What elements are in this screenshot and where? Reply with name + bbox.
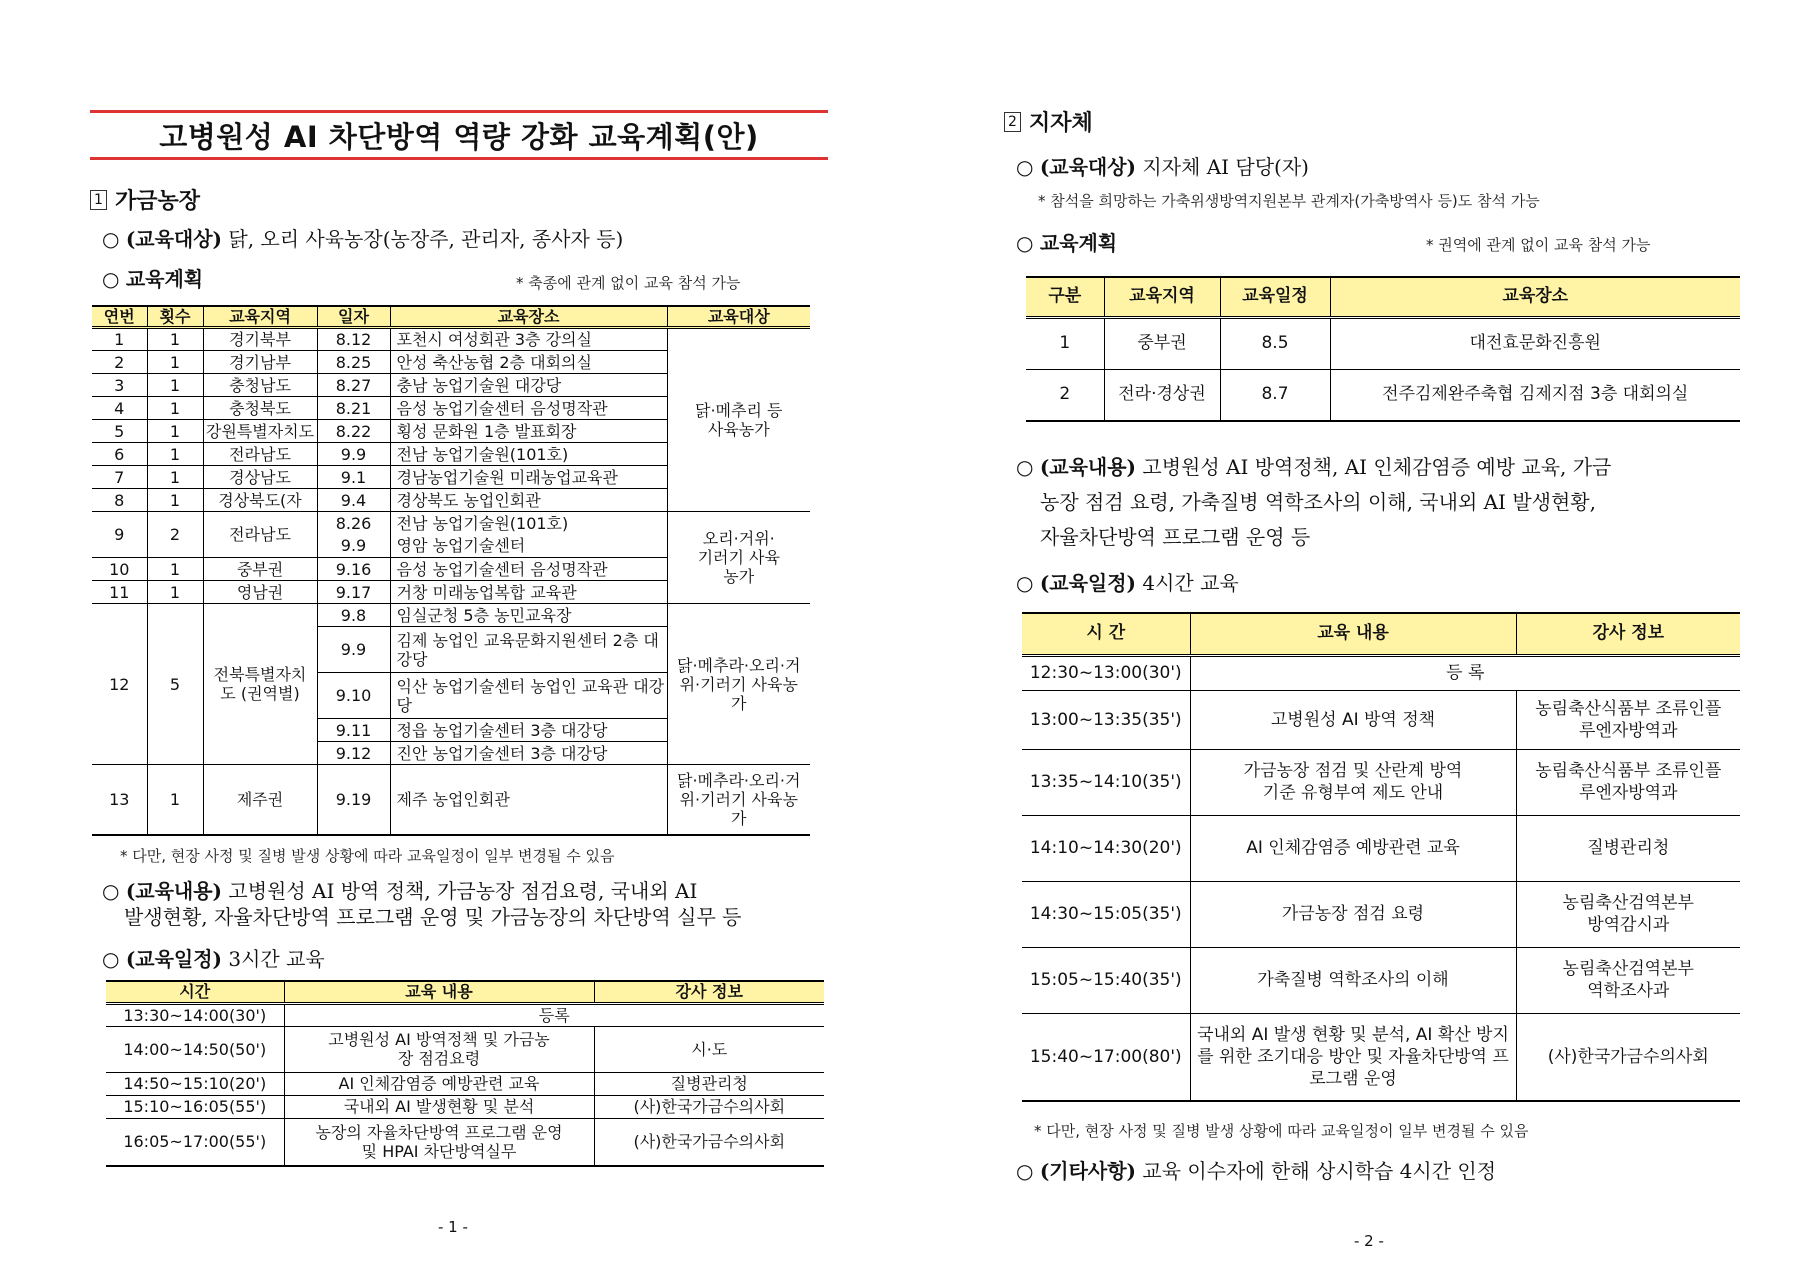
table-row bbox=[92, 604, 810, 627]
cell-region: 중부권 bbox=[1104, 317, 1220, 369]
cell-time: 14:30~15:05(35') bbox=[1022, 881, 1190, 947]
content-bullet bbox=[102, 874, 832, 934]
cell-place: 포천시 여성회관 3층 강의실 bbox=[390, 328, 667, 351]
cell-time: 13:35~14:10(35') bbox=[1022, 749, 1190, 815]
col-header: 교육지역 bbox=[203, 306, 317, 328]
table-row bbox=[92, 765, 810, 835]
cell-content: 농장의 자율차단방역 프로그램 운영 및 HPAI 차단방역실무 bbox=[284, 1118, 594, 1166]
cell-no: 12 bbox=[92, 604, 147, 765]
cell-content: 국내외 AI 발생현황 및 분석 bbox=[284, 1095, 594, 1118]
cell-place: 경남농업기술원 미래농업교육관 bbox=[390, 466, 667, 489]
cell-content: 가축질병 역학조사의 이해 bbox=[1190, 947, 1516, 1013]
cell-date: 9.16 bbox=[317, 558, 390, 581]
section-heading-farms bbox=[90, 184, 200, 215]
table-row bbox=[92, 512, 810, 535]
cell-place: 횡성 문화원 1층 발표회장 bbox=[390, 420, 667, 443]
cell-target-group: 닭·메추라·오리·거위·기러기 사육농가 bbox=[667, 765, 810, 835]
col-header: 교육대상 bbox=[667, 306, 810, 328]
cell-region: 중부권 bbox=[203, 558, 317, 581]
bullet-text: 지자체 AI 담당(자) bbox=[1136, 155, 1309, 179]
cell-time: 15:10~16:05(55') bbox=[106, 1095, 284, 1118]
plan-note: * 권역에 관계 없이 교육 참석 가능 bbox=[1426, 236, 1651, 254]
cell-no: 5 bbox=[92, 420, 147, 443]
cell-lecturer: 농림축산검역본부 역학조사과 bbox=[1516, 947, 1740, 1013]
cell-region: 경상남도 bbox=[203, 466, 317, 489]
plan-bullet bbox=[1016, 226, 1117, 260]
cell-no: 1 bbox=[1026, 317, 1104, 369]
cell-date: 9.12 bbox=[317, 742, 390, 765]
cell-place: 전남 농업기술원(101호) bbox=[390, 443, 667, 466]
cell-lecturer: 질병관리청 bbox=[1516, 815, 1740, 881]
document-title: 고병원성 AI 차단방역 역량 강화 교육계획(안) bbox=[159, 119, 759, 154]
bullet-text: 고병원성 AI 방역정책, AI 인체감염증 예방 교육, 가금 bbox=[1136, 455, 1612, 479]
bullet-text: 고병원성 AI 방역 정책, 가금농장 점검요령, 국내외 AI bbox=[222, 879, 698, 903]
cell-lecturer: (사)한국가금수의사회 bbox=[594, 1118, 824, 1166]
bullet-text-cont: 자율차단방역 프로그램 운영 등 bbox=[1040, 525, 1311, 549]
col-header: 교육지역 bbox=[1104, 277, 1220, 317]
bullet-label: (기타사항) bbox=[1039, 1159, 1137, 1183]
cell-place: 음성 농업기술센터 음성명작관 bbox=[390, 397, 667, 420]
cell-date: 9.19 bbox=[317, 765, 390, 835]
bullet-mark: ○ bbox=[102, 947, 120, 971]
other-bullet bbox=[1016, 1154, 1496, 1188]
cell-date: 8.21 bbox=[317, 397, 390, 420]
cell-region: 경상북도(자 bbox=[203, 489, 317, 512]
cell-count: 1 bbox=[147, 558, 203, 581]
cell-lecturer: 시·도 bbox=[594, 1026, 824, 1072]
cell-time: 13:30~14:00(30') bbox=[106, 1003, 284, 1026]
cell-date: 8.22 bbox=[317, 420, 390, 443]
bullet-mark: ○ bbox=[1016, 155, 1034, 179]
cell-no: 1 bbox=[92, 328, 147, 351]
cell-content: 고병원성 AI 방역정책 및 가금농장 점검요령 bbox=[284, 1026, 594, 1072]
section-number: 1 bbox=[90, 190, 107, 210]
cell-count: 1 bbox=[147, 489, 203, 512]
cell-content: AI 인체감염증 예방관련 교육 bbox=[284, 1072, 594, 1095]
bullet-text-cont: 발생현황, 자율차단방역 프로그램 운영 및 가금농장의 차단방역 실무 등 bbox=[124, 905, 742, 929]
cell-no: 11 bbox=[92, 581, 147, 604]
table-row bbox=[106, 1072, 824, 1095]
col-header: 교육 내용 bbox=[1190, 613, 1516, 655]
table-footnote: * 다만, 현장 사정 및 질병 발생 상황에 따라 교육일정이 일부 변경될 수 있음 bbox=[120, 847, 615, 865]
cell-content: 등록 bbox=[284, 1003, 824, 1026]
cell-place: 충남 농업기술원 대강당 bbox=[390, 374, 667, 397]
col-header: 교육장소 bbox=[390, 306, 667, 328]
cell-date: 9.4 bbox=[317, 489, 390, 512]
cell-place: 경상북도 농업인회관 bbox=[390, 489, 667, 512]
cell-lecturer: 농림축산검역본부 방역감시과 bbox=[1516, 881, 1740, 947]
cell-place: 정읍 농업기술센터 3층 대강당 bbox=[390, 719, 667, 742]
cell-time: 14:00~14:50(50') bbox=[106, 1026, 284, 1072]
cell-target-group: 오리·거위·기러기 사육농가 bbox=[667, 512, 810, 604]
cell-no: 8 bbox=[92, 489, 147, 512]
cell-date: 9.1 bbox=[317, 466, 390, 489]
col-header: 일자 bbox=[317, 306, 390, 328]
cell-count: 1 bbox=[147, 765, 203, 835]
page-number: - 2 - bbox=[1354, 1232, 1384, 1250]
table-row bbox=[1022, 749, 1740, 815]
cell-count: 1 bbox=[147, 420, 203, 443]
cell-no: 10 bbox=[92, 558, 147, 581]
cell-date: 9.9 bbox=[317, 535, 390, 558]
bullet-mark: ○ bbox=[102, 879, 120, 903]
col-header: 교육일정 bbox=[1220, 277, 1330, 317]
section-label: 지자체 bbox=[1029, 111, 1093, 136]
farm-schedule-table bbox=[106, 980, 824, 1167]
table-row bbox=[1022, 881, 1740, 947]
bullet-text: 교육 이수자에 한해 상시학습 4시간 인정 bbox=[1136, 1159, 1497, 1183]
bullet-text-cont: 농장 점검 요령, 가축질병 역학조사의 이해, 국내외 AI 발생현황, bbox=[1040, 490, 1596, 514]
table-row bbox=[106, 1118, 824, 1166]
bullet-label: (교육내용) bbox=[1039, 455, 1137, 479]
cell-count: 2 bbox=[147, 512, 203, 558]
bullet-label: (교육일정) bbox=[125, 947, 223, 971]
cell-region: 제주권 bbox=[203, 765, 317, 835]
local-gov-schedule-table bbox=[1022, 612, 1740, 1102]
table-row bbox=[1026, 369, 1740, 421]
cell-place: 진안 농업기술센터 3층 대강당 bbox=[390, 742, 667, 765]
cell-date: 9.9 bbox=[317, 627, 390, 673]
cell-place: 영암 농업기술센터 bbox=[390, 535, 667, 558]
section-label: 가금농장 bbox=[115, 189, 201, 214]
col-header: 횟수 bbox=[147, 306, 203, 328]
cell-time: 14:50~15:10(20') bbox=[106, 1072, 284, 1095]
table-header-row bbox=[92, 306, 810, 328]
bullet-label: (교육내용) bbox=[125, 879, 223, 903]
target-note: * 참석을 희망하는 가축위생방역지원본부 관계자(가축방역사 등)도 참석 가능 bbox=[1038, 192, 1540, 210]
bullet-mark: ○ bbox=[102, 267, 120, 291]
cell-count: 5 bbox=[147, 604, 203, 765]
cell-content: 국내외 AI 발생 현황 및 분석, AI 확산 방지를 위한 조기대응 방안 및 자율차단방역 프로그램 운영 bbox=[1190, 1013, 1516, 1101]
cell-place: 거창 미래농업복합 교육관 bbox=[390, 581, 667, 604]
plan-bullet bbox=[102, 262, 203, 296]
cell-region: 영남권 bbox=[203, 581, 317, 604]
cell-no: 6 bbox=[92, 443, 147, 466]
document-title-box bbox=[90, 110, 828, 160]
cell-time: 12:30~13:00(30') bbox=[1022, 655, 1190, 690]
bullet-mark: ○ bbox=[1016, 1159, 1034, 1183]
cell-count: 1 bbox=[147, 374, 203, 397]
cell-time: 13:00~13:35(35') bbox=[1022, 690, 1190, 749]
cell-content: 가금농장 점검 및 산란계 방역기준 유형부여 제도 안내 bbox=[1190, 749, 1516, 815]
cell-region: 전라남도 bbox=[203, 512, 317, 558]
cell-content: 등 록 bbox=[1190, 655, 1740, 690]
cell-date: 9.9 bbox=[317, 443, 390, 466]
cell-date: 8.26 bbox=[317, 512, 390, 535]
page-number: - 1 - bbox=[438, 1218, 468, 1236]
cell-count: 1 bbox=[147, 328, 203, 351]
col-header: 강사 정보 bbox=[1516, 613, 1740, 655]
bullet-mark: ○ bbox=[102, 227, 120, 251]
table-row bbox=[1026, 317, 1740, 369]
cell-lecturer: 농림축산식품부 조류인플루엔자방역과 bbox=[1516, 749, 1740, 815]
cell-content: AI 인체감염증 예방관련 교육 bbox=[1190, 815, 1516, 881]
cell-place: 임실군청 5층 농민교육장 bbox=[390, 604, 667, 627]
cell-count: 1 bbox=[147, 581, 203, 604]
col-header: 교육 내용 bbox=[284, 981, 594, 1003]
cell-region: 경기남부 bbox=[203, 351, 317, 374]
cell-region: 충청남도 bbox=[203, 374, 317, 397]
cell-place: 음성 농업기술센터 음성명작관 bbox=[390, 558, 667, 581]
section-number: 2 bbox=[1004, 112, 1021, 132]
col-header: 연번 bbox=[92, 306, 147, 328]
table-row bbox=[1022, 690, 1740, 749]
col-header: 시 간 bbox=[1022, 613, 1190, 655]
cell-date: 9.11 bbox=[317, 719, 390, 742]
cell-place: 제주 농업인회관 bbox=[390, 765, 667, 835]
schedule-bullet bbox=[102, 942, 325, 976]
cell-place: 김제 농업인 교육문화지원센터 2층 대강당 bbox=[390, 627, 667, 673]
cell-count: 1 bbox=[147, 443, 203, 466]
bullet-label: 교육계획 bbox=[125, 267, 204, 291]
table-row bbox=[106, 1003, 824, 1026]
cell-no: 13 bbox=[92, 765, 147, 835]
table-header-row bbox=[106, 981, 824, 1003]
col-header: 강사 정보 bbox=[594, 981, 824, 1003]
cell-no: 4 bbox=[92, 397, 147, 420]
cell-date: 8.5 bbox=[1220, 317, 1330, 369]
section-heading-local-gov bbox=[1004, 106, 1093, 137]
bullet-label: (교육일정) bbox=[1039, 571, 1137, 595]
cell-place: 익산 농업기술센터 농업인 교육관 대강당 bbox=[390, 673, 667, 719]
table-row bbox=[1022, 815, 1740, 881]
table-row bbox=[1022, 947, 1740, 1013]
bullet-text: 닭, 오리 사육농장(농장주, 관리자, 종사자 등) bbox=[222, 227, 624, 251]
cell-time: 16:05~17:00(55') bbox=[106, 1118, 284, 1166]
cell-time: 15:05~15:40(35') bbox=[1022, 947, 1190, 1013]
cell-date: 9.8 bbox=[317, 604, 390, 627]
table-row bbox=[106, 1095, 824, 1118]
cell-time: 15:40~17:00(80') bbox=[1022, 1013, 1190, 1101]
local-gov-education-table bbox=[1026, 276, 1740, 422]
cell-no: 9 bbox=[92, 512, 147, 558]
col-header: 교육장소 bbox=[1330, 277, 1740, 317]
cell-target-group: 닭·메추리 등 사육농가 bbox=[667, 328, 810, 512]
cell-date: 8.12 bbox=[317, 328, 390, 351]
cell-date: 8.27 bbox=[317, 374, 390, 397]
target-bullet bbox=[102, 222, 623, 256]
col-header: 시간 bbox=[106, 981, 284, 1003]
cell-count: 1 bbox=[147, 397, 203, 420]
cell-place: 안성 축산농협 2층 대회의실 bbox=[390, 351, 667, 374]
cell-date: 9.17 bbox=[317, 581, 390, 604]
bullet-label: 교육계획 bbox=[1039, 231, 1118, 255]
table-header-row bbox=[1022, 613, 1740, 655]
cell-count: 1 bbox=[147, 351, 203, 374]
cell-count: 1 bbox=[147, 466, 203, 489]
bullet-label: (교육대상) bbox=[125, 227, 223, 251]
bullet-text: 4시간 교육 bbox=[1136, 571, 1239, 595]
cell-no: 3 bbox=[92, 374, 147, 397]
cell-place: 전주김제완주축협 김제지점 3층 대회의실 bbox=[1330, 369, 1740, 421]
cell-place: 대전효문화진흥원 bbox=[1330, 317, 1740, 369]
table-row bbox=[106, 1026, 824, 1072]
cell-region: 전북특별자치도 (권역별) bbox=[203, 604, 317, 765]
bullet-mark: ○ bbox=[1016, 231, 1034, 255]
content-bullet bbox=[1016, 450, 1786, 555]
farm-education-table bbox=[92, 305, 810, 836]
plan-note: * 축종에 관계 없이 교육 참석 가능 bbox=[516, 274, 741, 292]
cell-place: 전남 농업기술원(101호) bbox=[390, 512, 667, 535]
cell-region: 전라남도 bbox=[203, 443, 317, 466]
cell-target-group: 닭·메추라·오리·거위·기러기 사육농가 bbox=[667, 604, 810, 765]
cell-lecturer: 농림축산식품부 조류인플루엔자방역과 bbox=[1516, 690, 1740, 749]
cell-lecturer: 질병관리청 bbox=[594, 1072, 824, 1095]
cell-region: 강원특별자치도 bbox=[203, 420, 317, 443]
schedule-bullet bbox=[1016, 566, 1239, 600]
bullet-mark: ○ bbox=[1016, 571, 1034, 595]
cell-date: 9.10 bbox=[317, 673, 390, 719]
bullet-text: 3시간 교육 bbox=[222, 947, 325, 971]
bullet-label: (교육대상) bbox=[1039, 155, 1137, 179]
table-header-row bbox=[1026, 277, 1740, 317]
cell-no: 7 bbox=[92, 466, 147, 489]
cell-no: 2 bbox=[92, 351, 147, 374]
target-bullet bbox=[1016, 150, 1309, 184]
page-2 bbox=[990, 0, 1820, 1286]
col-header: 구분 bbox=[1026, 277, 1104, 317]
table-footnote: * 다만, 현장 사정 및 질병 발생 상황에 따라 교육일정이 일부 변경될 수 있음 bbox=[1034, 1122, 1529, 1140]
bullet-mark: ○ bbox=[1016, 455, 1034, 479]
table-row bbox=[1022, 655, 1740, 690]
cell-region: 충청북도 bbox=[203, 397, 317, 420]
cell-no: 2 bbox=[1026, 369, 1104, 421]
table-row bbox=[1022, 1013, 1740, 1101]
cell-date: 8.25 bbox=[317, 351, 390, 374]
cell-lecturer: (사)한국가금수의사회 bbox=[594, 1095, 824, 1118]
cell-content: 고병원성 AI 방역 정책 bbox=[1190, 690, 1516, 749]
cell-date: 8.7 bbox=[1220, 369, 1330, 421]
cell-region: 전라·경상권 bbox=[1104, 369, 1220, 421]
table-row bbox=[92, 328, 810, 351]
cell-lecturer: (사)한국가금수의사회 bbox=[1516, 1013, 1740, 1101]
cell-time: 14:10~14:30(20') bbox=[1022, 815, 1190, 881]
cell-content: 가금농장 점검 요령 bbox=[1190, 881, 1516, 947]
cell-region: 경기북부 bbox=[203, 328, 317, 351]
